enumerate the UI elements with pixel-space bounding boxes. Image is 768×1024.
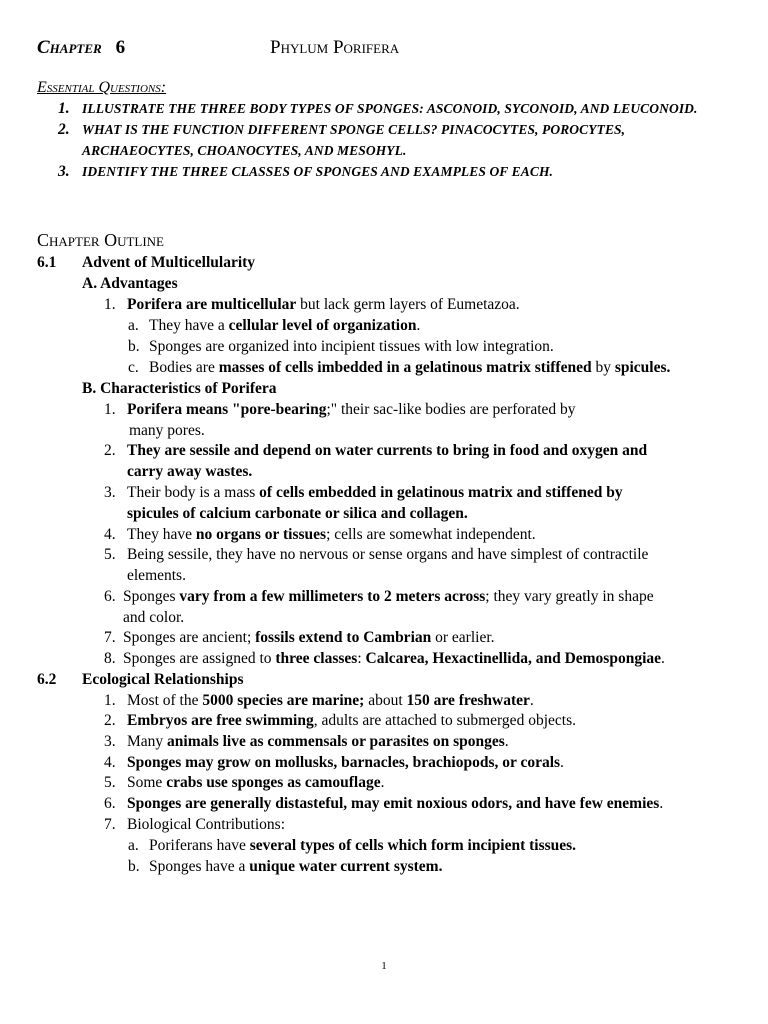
list-item: 8. Sponges are assigned to three classes: Calcarea, Hexactinellida, and Demospongiae. [104,650,665,667]
list-item: 6. Sponges vary from a few millimeters to 2 meters across; they vary greatly in shape [104,588,654,605]
page-title: Phylum Porifera [270,37,400,58]
list-item: a. Poriferans have several types of cells which form incipient tissues. [128,837,577,854]
list-item: 4. They have no organs or tissues; cells are somewhat independent. [104,526,536,543]
list-item: 1. Porifera are multicellular but lack germ layers of Eumetazoa. [104,296,520,313]
list-item: 1. Porifera means "pore-bearing;" their sac-like bodies are perforated by [104,401,576,418]
list-item: 5. Being sessile, they have no nervous or sense organs and have simplest of contractile [104,546,649,563]
list-item-continuation: and color. [123,609,185,626]
list-item: 3. Their body is a mass of cells embedded in gelatinous matrix and stiffened by [104,484,623,501]
list-item-continuation: carry away wastes. [127,463,253,480]
essential-questions-heading: Essential Questions: [37,79,167,96]
page-number: 1 [381,960,387,972]
list-item: 6. Sponges are generally distasteful, may emit noxious odors, and have few enemies. [104,795,664,812]
list-item-continuation: spicules of calcium carbonate or silica and collagen. [127,505,468,522]
outline-heading: Chapter Outline [37,230,164,250]
list-item: b. Sponges are organized into incipient tissues with low integration. [128,338,554,355]
list-item: b. Sponges have a unique water current system. [128,858,443,875]
list-item: 1. Most of the 5000 species are marine; about 150 are freshwater. [104,692,534,709]
chapter-header [37,38,125,59]
list-item: c. Bodies are masses of cells imbedded in a gelatinous matrix stiffened by spicules. [128,359,671,376]
question-item: 1. ILLUSTRATE THE THREE BODY TYPES OF SPONGES: ASCONOID, SYCONOID, AND LEUCONOID. [58,100,698,117]
list-item: 2. Embryos are free swimming, adults are attached to submerged objects. [104,712,576,729]
section-heading: 6.1 Advent of Multicellularity [37,254,256,271]
list-item: 7. Biological Contributions: [104,816,286,833]
chapter-number: 6 [115,37,126,58]
list-item: 4. Sponges may grow on mollusks, barnacles, brachiopods, or corals. [104,754,564,771]
list-item: 7. Sponges are ancient; fossils extend to Cambrian or earlier. [104,629,495,646]
question-item-continuation: ARCHAEOCYTES, CHOANOCYTES, AND MESOHYL. [82,143,407,158]
chapter-word: Chapter [37,37,102,58]
list-item-continuation: elements. [127,567,186,584]
list-item: 5. Some crabs use sponges as camouflage. [104,774,385,791]
list-item-continuation: many pores. [129,422,205,439]
question-item: 2. WHAT IS THE FUNCTION DIFFERENT SPONGE CELLS? PINACOCYTES, POROCYTES, [58,121,626,138]
list-item: 2. They are sessile and depend on water currents to bring in food and oxygen and [104,442,648,459]
question-item: 3. IDENTIFY THE THREE CLASSES OF SPONGES AND EXAMPLES OF EACH. [58,163,554,180]
subsection-heading: A. Advantages [82,275,178,292]
list-item: 3. Many animals live as commensals or parasites on sponges. [104,733,509,750]
list-item: a. They have a cellular level of organization. [128,317,421,334]
section-heading: 6.2 Ecological Relationships [37,671,244,688]
subsection-heading: B. Characteristics of Porifera [82,380,277,397]
